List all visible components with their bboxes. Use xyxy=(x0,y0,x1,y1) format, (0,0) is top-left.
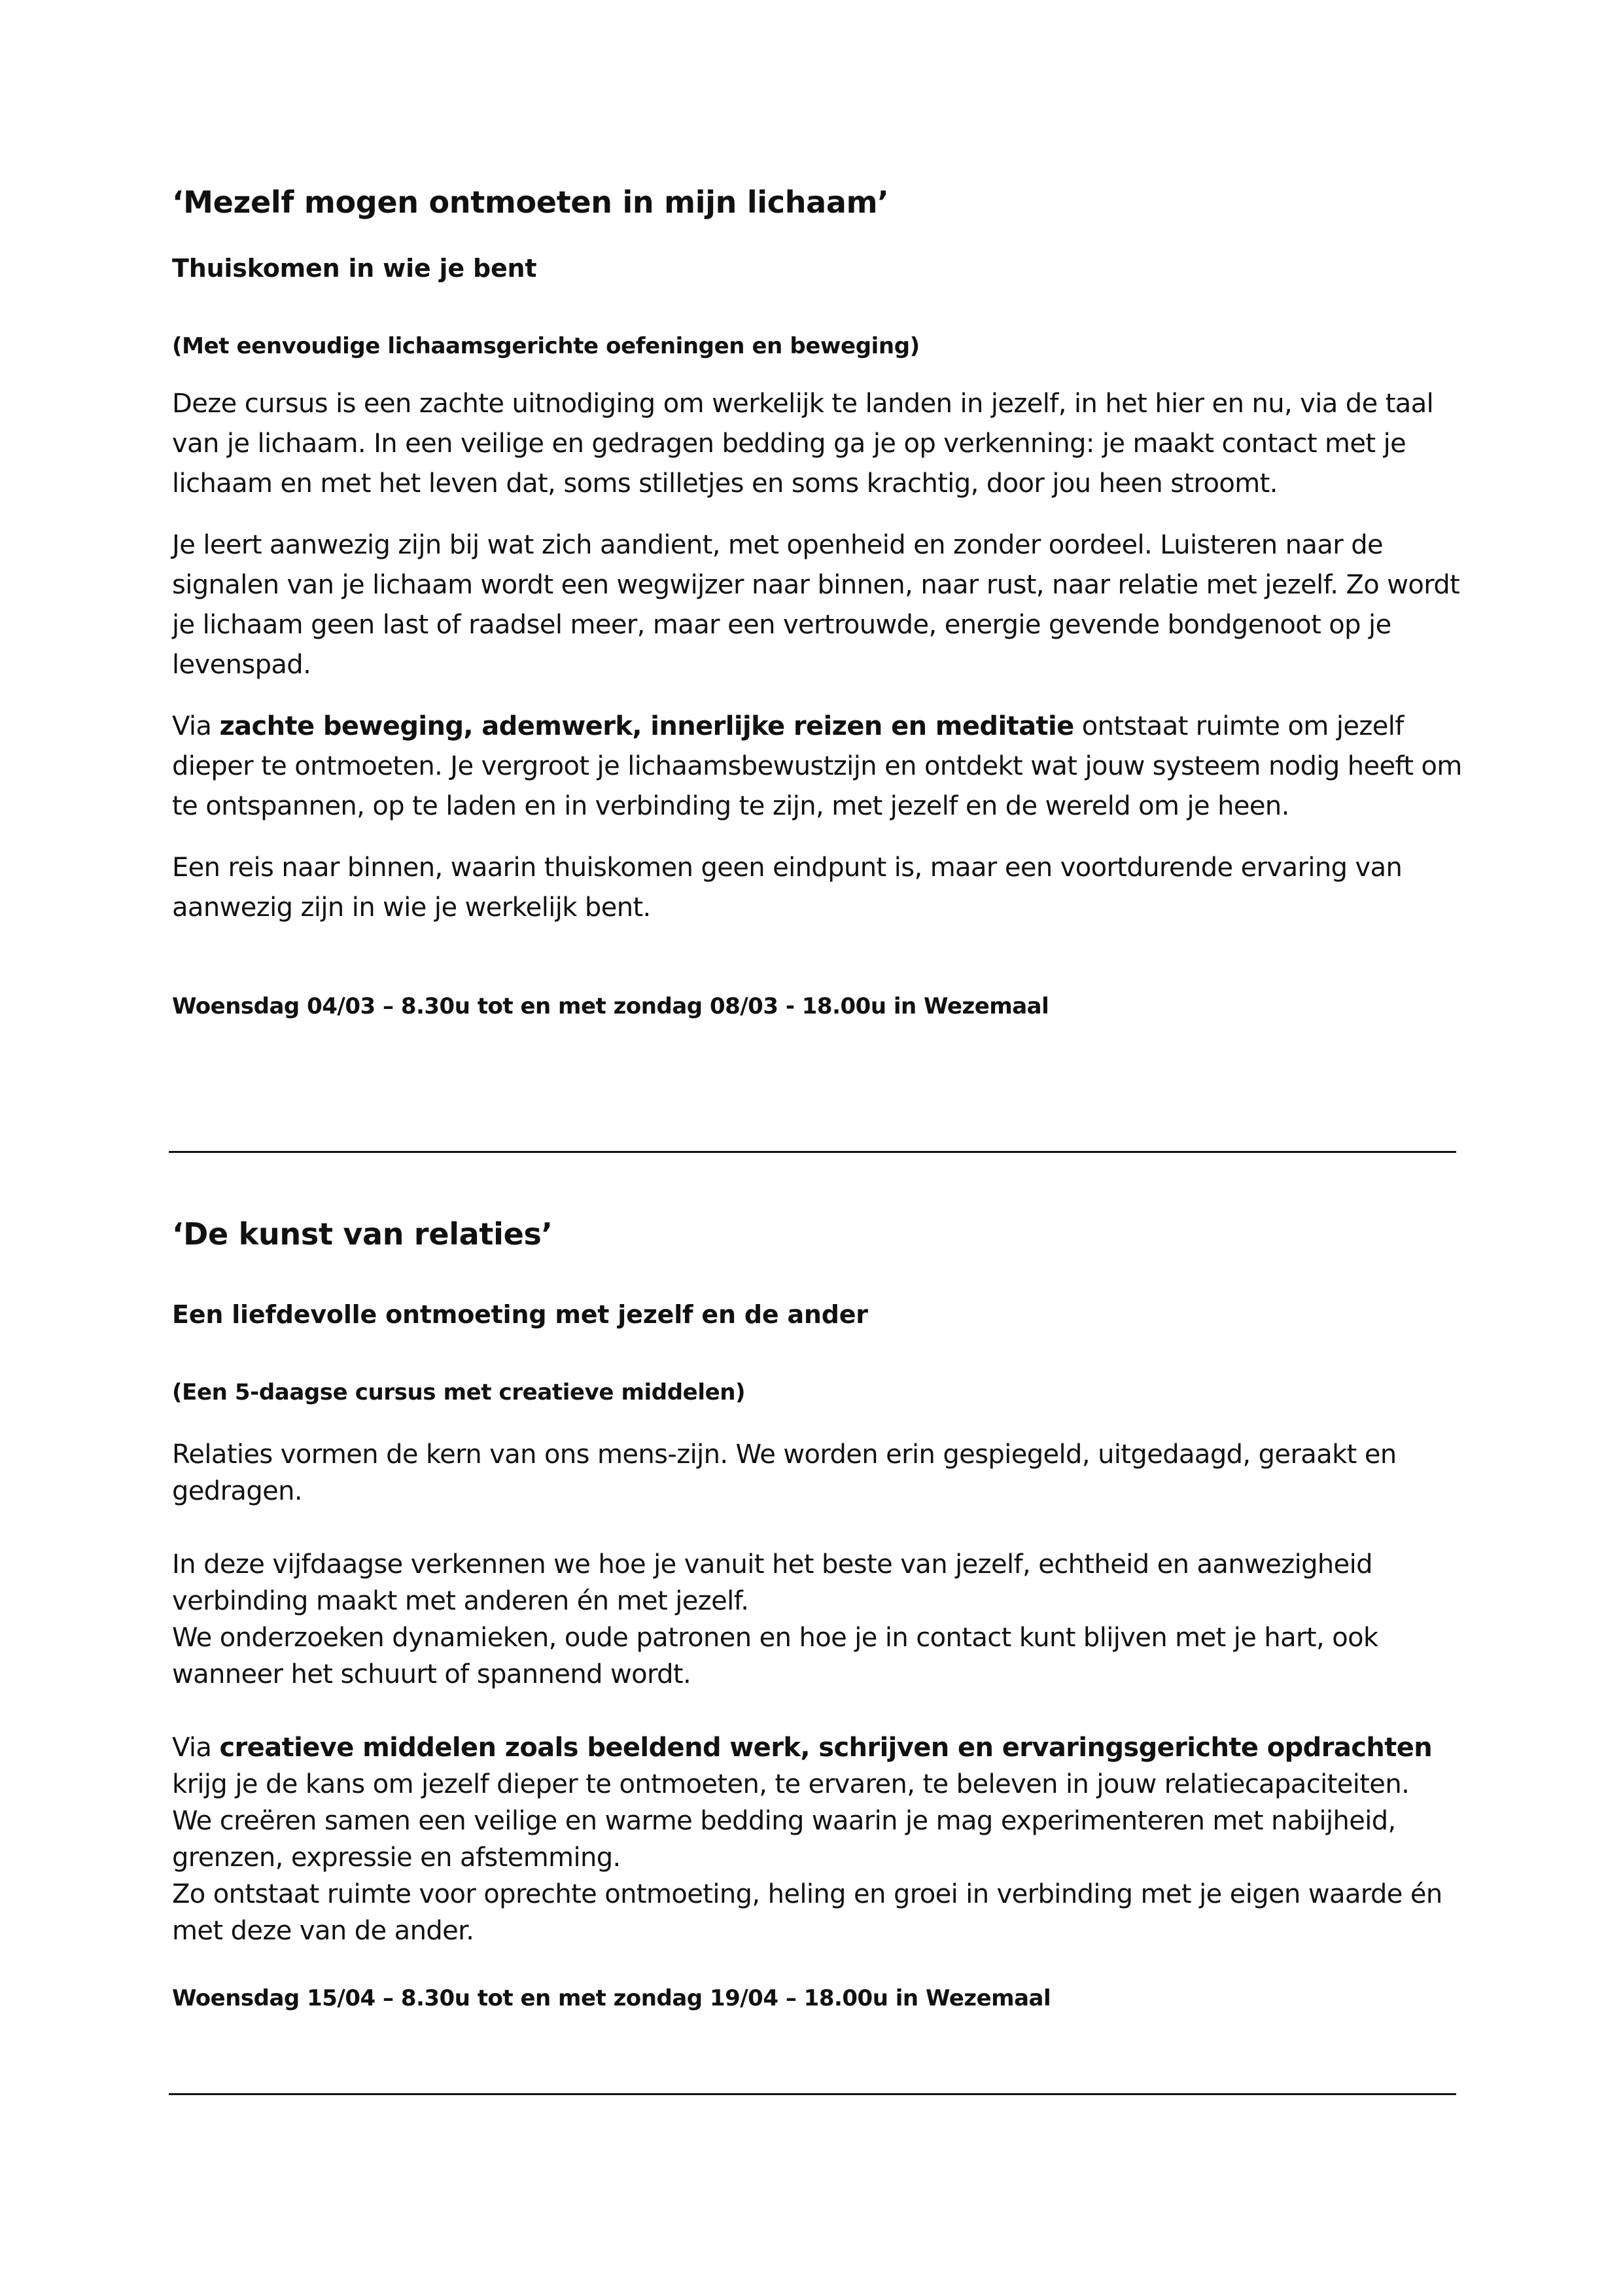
course1-p3-bold: zachte beweging, ademwerk, innerlijke reizen en meditatie xyxy=(219,711,1074,741)
course2-title: ‘De kunst van relaties’ xyxy=(172,1216,553,1252)
course1-subtitle: Thuiskomen in wie je bent xyxy=(172,254,537,283)
course2-paragraph-1: Relaties vormen de kern van ons mens-zijn. We worden erin gespiegeld, uitgedaagd, geraakt en gedragen. xyxy=(172,1439,1397,1506)
course2-p3-post: krijg je de kans om jezelf dieper te ontmoeten, te ervaren, te beleven in jouw relatiecapaciteiten. xyxy=(172,1769,1410,1799)
course2-paragraph-2b: We onderzoeken dynamieken, oude patronen en hoe je in contact kunt blijven met je hart, ook wanneer het schuurt of spannend wordt. xyxy=(172,1623,1378,1689)
course1-paragraph-2: Je leert aanwezig zijn bij wat zich aandient, met openheid en zonder oordeel. Luisteren naar de signalen van je lichaam wordt een wegwijzer naar binnen, naar rust, naar relatie met jezelf. Zo wordt je lichaam geen last of raadsel meer, maar een vertrouwde, energie gevende bondgenoot op je levenspad. xyxy=(172,530,1460,680)
course1-title: ‘Mezelf mogen ontmoeten in mijn lichaam’ xyxy=(172,185,889,220)
course2-paragraph-3 xyxy=(172,1729,1467,1803)
course2-p3-bold: creatieve middelen zoals beeldend werk, schrijven en ervaringsgerichte opdrachten xyxy=(219,1733,1433,1763)
course2-p3-pre: Via xyxy=(172,1733,220,1763)
section-divider xyxy=(169,1151,1456,1153)
course2-paragraph-2a: In deze vijfdaagse verkennen we hoe je vanuit het beste van jezelf, echtheid en aanwezigheid verbinding maakt met anderen én met jezelf. xyxy=(172,1549,1372,1616)
course1-paragraph-4: Een reis naar binnen, waarin thuiskomen geen eindpunt is, maar een voortdurende ervaring van aanwezig zijn in wie je werkelijk bent. xyxy=(172,853,1403,923)
bottom-divider xyxy=(169,2093,1456,2095)
course1-p3-pre: Via xyxy=(172,711,220,741)
course1-paragraph-3 xyxy=(172,707,1467,826)
course2-date: Woensdag 15/04 – 8.30u tot en met zondag 19/04 – 18.00u in Wezemaal xyxy=(172,1985,1051,2011)
course2-subtitle: Een liefdevolle ontmoeting met jezelf en de ander xyxy=(172,1300,868,1329)
course1-p3-post: ontstaat ruimte om jezelf dieper te ontmoeten. Je vergroot je lichaamsbewustzijn en ontdekt wat jouw systeem nodig heeft om te ontspannen, op te laden en in verbinding te zijn, met jezelf en de wereld om je heen. xyxy=(172,711,1462,821)
course2-paragraph-3b: We creëren samen een veilige en warme bedding waarin je mag experimenteren met nabijheid, grenzen, expressie en afstemming. xyxy=(172,1806,1396,1873)
course1-paragraph-1: Deze cursus is een zachte uitnodiging om werkelijk te landen in jezelf, in het hier en nu, via de taal van je lichaam. In een veilige en gedragen bedding ga je op verkenning: je maakt contact met je lichaam en met het leven dat, soms stilletjes en soms krachtig, door jou heen stroomt. xyxy=(172,389,1434,499)
course1-date: Woensdag 04/03 – 8.30u tot en met zondag 08/03 - 18.00u in Wezemaal xyxy=(172,993,1049,1019)
course2-paragraph-3c: Zo ontstaat ruimte voor oprechte ontmoeting, heling en groei in verbinding met je eigen waarde én met deze van de ander. xyxy=(172,1879,1442,1946)
course1-note: (Met eenvoudige lichaamsgerichte oefeningen en beweging) xyxy=(172,333,920,359)
course2-note: (Een 5-daagse cursus met creatieve middelen) xyxy=(172,1379,746,1405)
